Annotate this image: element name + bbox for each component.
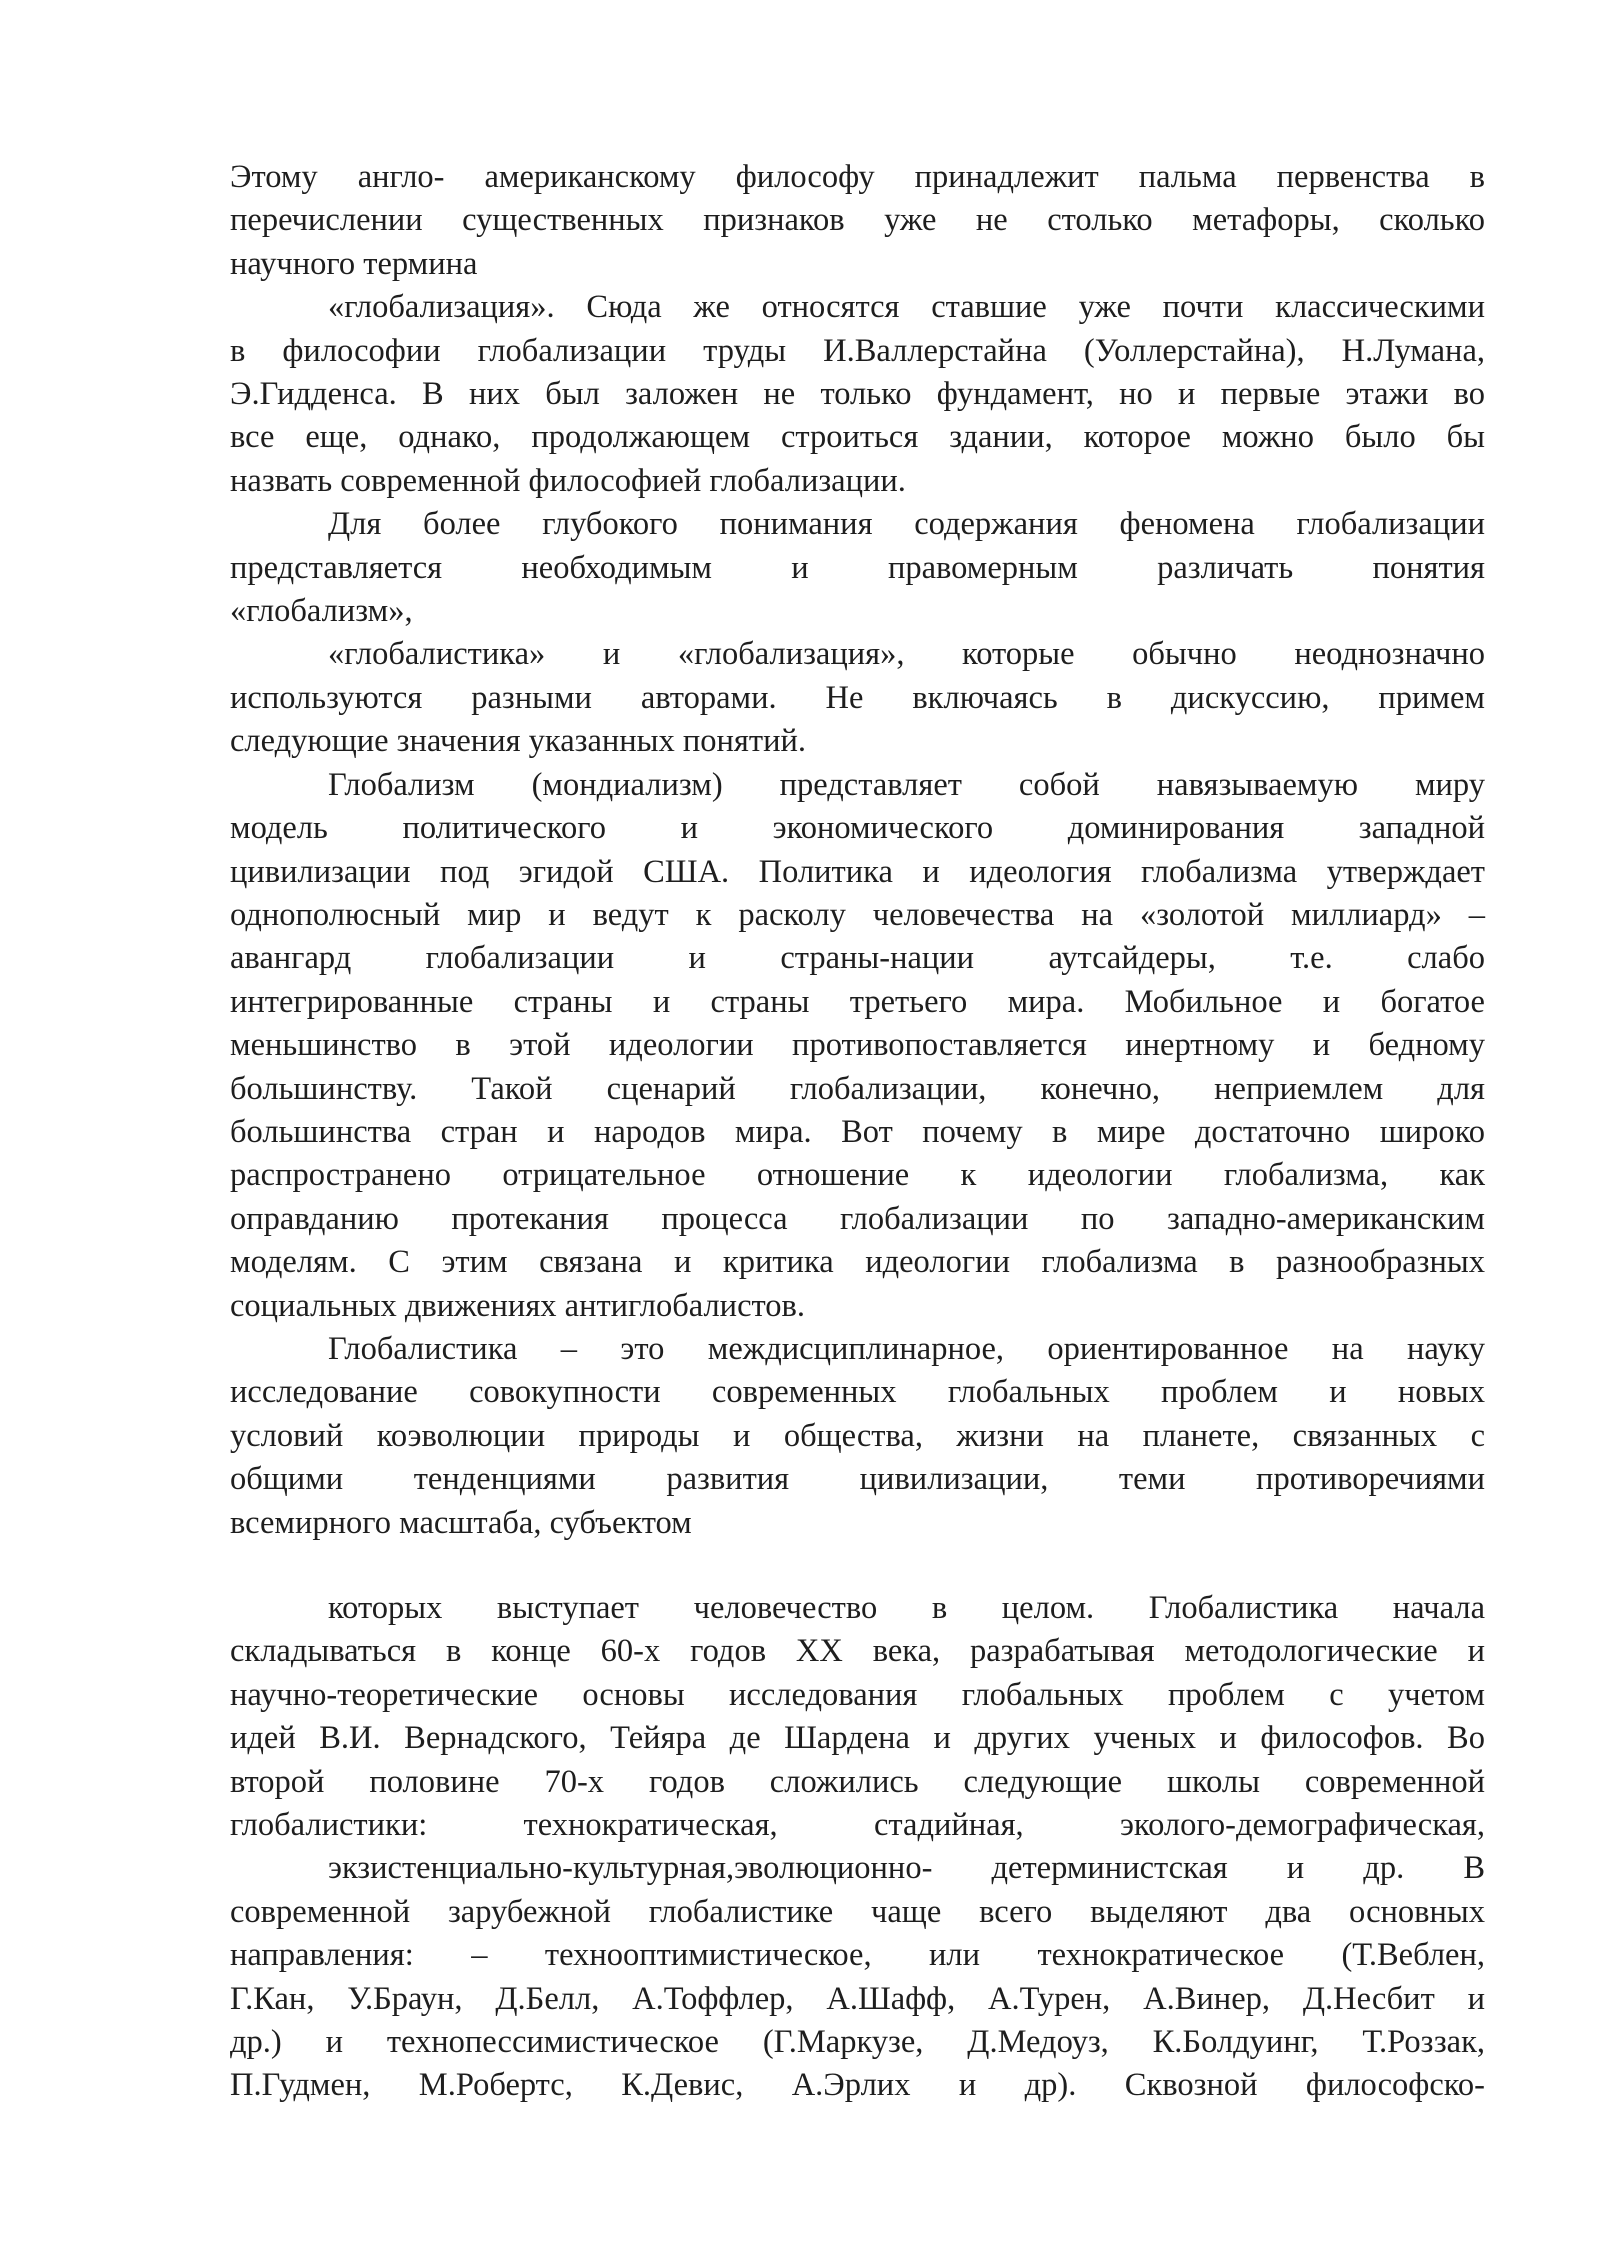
text-line: условий коэволюции природы и общества, жизни на планете, связанных с (230, 1417, 1485, 1454)
text-line: Э.Гидденса. В них был заложен не только фундамент, но и первые этажи во (230, 376, 1485, 413)
text-line: всемирного масштаба, субъектом (230, 1504, 692, 1541)
text-line: следующие значения указанных понятий. (230, 723, 806, 760)
text-line: П.Гудмен, М.Робертс, К.Девис, А.Эрлих и др). Сквозной философско- (230, 2067, 1485, 2104)
text-line: исследование совокупности современных глобальных проблем и новых (230, 1374, 1485, 1411)
text-line: назвать современной философией глобализации. (230, 462, 906, 499)
text-line: Для более глубокого понимания содержания феномена глобализации (328, 506, 1485, 543)
text-line: однополюсный мир и ведут к расколу человечества на «золотой миллиард» – (230, 896, 1485, 933)
text-line: оправданию протекания процесса глобализации по западно-американским (230, 1200, 1485, 1237)
text-line: научного термина (230, 245, 478, 282)
text-line: цивилизации под эгидой США. Политика и идеология глобализма утверждает (230, 853, 1485, 890)
text-line: в философии глобализации труды И.Валлерстайна (Уоллерстайна), Н.Лумана, (230, 332, 1485, 369)
text-line: др.) и технопессимистическое (Г.Маркузе, Д.Медоуз, К.Болдуинг, Т.Роззак, (230, 2024, 1485, 2061)
text-line: складываться в конце 60-х годов XX века, разрабатывая методологические и (230, 1633, 1485, 1670)
text-line: Г.Кан, У.Браун, Д.Белл, А.Тоффлер, А.Шафф, А.Турен, А.Винер, Д.Несбит и (230, 1980, 1485, 2017)
text-line: «глобализация». Сюда же относятся ставшие уже почти классическими (328, 289, 1485, 326)
text-block-upper (230, 156, 1485, 1545)
text-line: модель политического и экономического доминирования западной (230, 810, 1485, 847)
text-line: научно-теоретические основы исследования глобальных проблем с учетом (230, 1676, 1485, 1713)
text-line: которых выступает человечество в целом. Глобалистика начала (328, 1590, 1485, 1626)
text-line: большинства стран и народов мира. Вот почему в мире достаточно широко (230, 1113, 1485, 1150)
text-line: экзистенциально-культурная,эволюционно- детерминистская и др. В (328, 1850, 1485, 1887)
text-line: современной зарубежной глобалистике чаще всего выделяют два основных (230, 1893, 1485, 1930)
text-line: второй половине 70-х годов сложились следующие школы современной (230, 1763, 1485, 1800)
text-line: идей В.И. Вернадского, Тейяра де Шардена и других ученых и философов. Во (230, 1720, 1485, 1757)
text-line: глобалистики: технократическая, стадийная, эколого-демографическая, (230, 1807, 1485, 1844)
text-line: представляется необходимым и правомерным различать понятия (230, 549, 1485, 586)
text-line: перечислении существенных признаков уже не столько метафоры, сколько (230, 202, 1485, 239)
text-line: распространено отрицательное отношение к идеологии глобализма, как (230, 1157, 1485, 1194)
text-block-lower (230, 1587, 1485, 2108)
text-line: «глобалистика» и «глобализация», которые обычно неоднозначно (328, 636, 1485, 673)
text-line: Глобалистика – это междисциплинарное, ориентированное на науку (328, 1330, 1485, 1367)
text-line: моделям. С этим связана и критика идеологии глобализма в разнообразных (230, 1244, 1485, 1281)
text-line: общими тенденциями развития цивилизации, теми противоречиями (230, 1461, 1485, 1498)
text-line: большинству. Такой сценарий глобализации, конечно, неприемлем для (230, 1070, 1485, 1107)
text-line: интегрированные страны и страны третьего мира. Мобильное и богатое (230, 983, 1485, 1020)
text-line: направления: – технооптимистическое, или технократическое (Т.Веблен, (230, 1937, 1485, 1974)
text-line: используются разными авторами. Не включаясь в дискуссию, примем (230, 679, 1485, 716)
text-line: Глобализм (мондиализм) представляет собой навязываемую миру (328, 766, 1485, 803)
text-line: «глобализм», (230, 593, 413, 630)
text-line: Этому англо- американскому философу принадлежит пальма первенства в (230, 159, 1485, 195)
text-line: все еще, однако, продолжающем строиться здании, которое можно было бы (230, 419, 1485, 456)
text-line: социальных движениях антиглобалистов. (230, 1287, 805, 1324)
text-line: авангард глобализации и страны-нации аутсайдеры, т.е. слабо (230, 940, 1485, 977)
text-line: меньшинство в этой идеологии противопоставляется инертному и бедному (230, 1027, 1485, 1064)
